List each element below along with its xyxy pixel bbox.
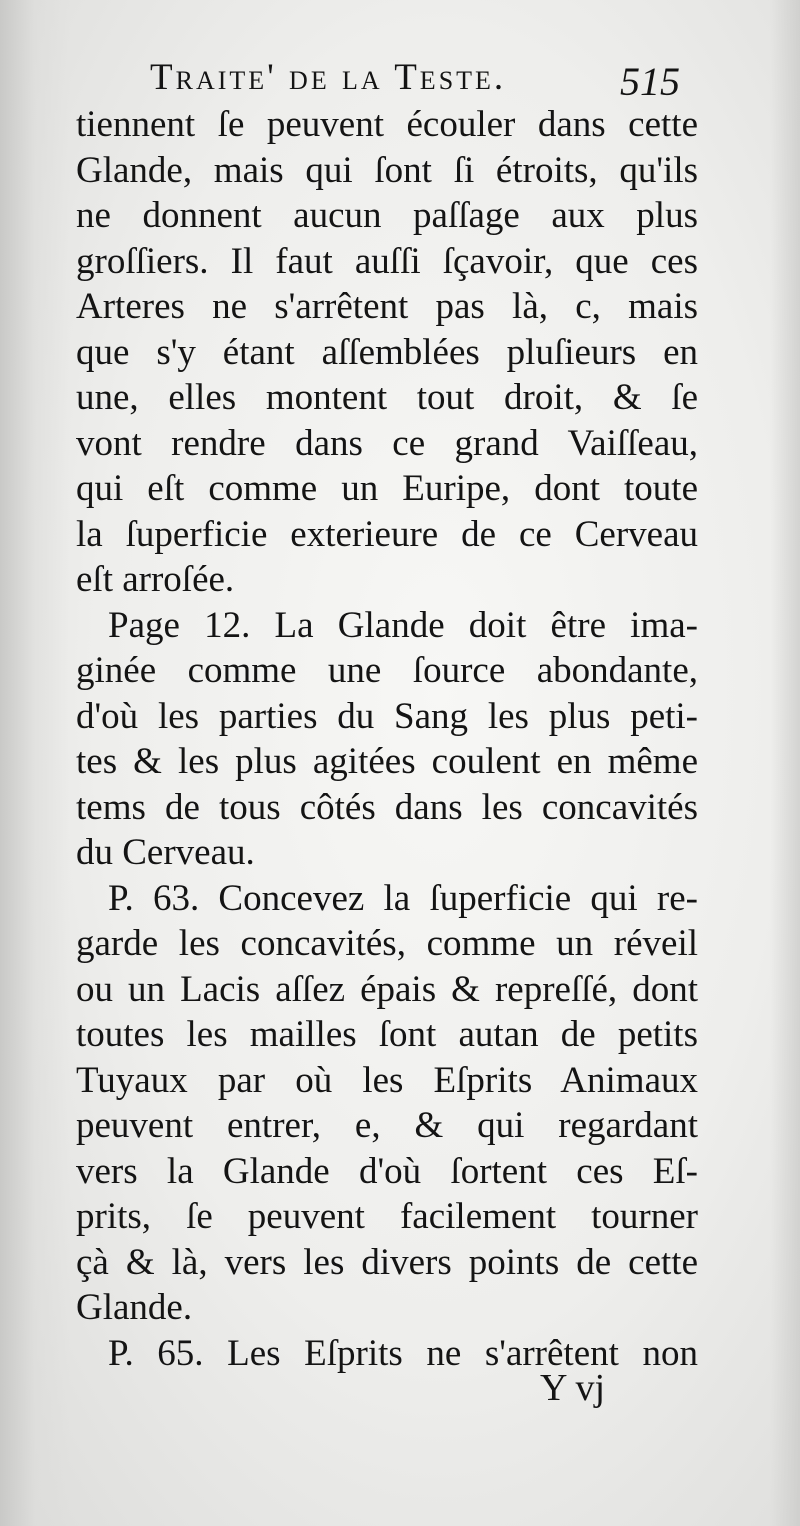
spine-shadow (0, 0, 70, 1526)
running-head (150, 52, 680, 104)
text-line: ginée comme une ſource abondante, (76, 650, 698, 691)
text-line: d'où les parties du Sang les plus peti- (76, 695, 698, 737)
text-line: qui eſt comme un Euripe, dont toute (76, 468, 698, 509)
text-line: Arteres ne s'arrêtent pas là, c, mais (76, 286, 698, 327)
text-line: Page 12. La Glande doit être ima- (108, 604, 698, 646)
text-line: Glande. (76, 1287, 193, 1328)
text-line: groſſiers. Il faut auſſi ſçavoir, que ces (76, 240, 698, 282)
text-line: vont rendre dans ce grand Vaiſſeau, (76, 422, 698, 464)
text-block (76, 102, 698, 1376)
text-line: peuvent entrer, e, & qui regardant (76, 1105, 698, 1146)
text-line: ne donnent aucun paſſage aux plus (76, 195, 698, 236)
text-line: toutes les mailles ſont autan de petits (76, 1014, 698, 1055)
text-line: garde les concavités, comme un réveil (76, 923, 698, 964)
text-line: Tuyaux par où les Eſprits Animaux (76, 1059, 698, 1101)
page-edge-shadow (770, 0, 800, 1526)
text-line: ou un Lacis aſſez épais & repreſſé, dont (76, 968, 698, 1010)
text-line: du Cerveau. (76, 832, 255, 873)
text-line: que s'y étant aſſemblées pluſieurs en (76, 331, 698, 373)
text-line: une, elles montent tout droit, & ſe (76, 377, 698, 418)
text-line: P. 65. Les Eſprits ne s'arrêtent non (108, 1332, 698, 1374)
running-title: Traite' de la Teste. (150, 57, 507, 98)
text-line: eſt arroſée. (76, 559, 235, 600)
text-line: P. 63. Concevez la ſuperficie qui re- (108, 877, 698, 919)
text-line: vers la Glande d'où ſortent ces Eſ- (76, 1150, 698, 1192)
text-line: Glande, mais qui ſont ſi étroits, qu'ils (76, 149, 698, 191)
text-line: tiennent ſe peuvent écouler dans cette (76, 104, 698, 145)
text-line: la ſuperficie exterieure de ce Cerveau (76, 513, 698, 555)
text-line: çà & là, vers les divers points de cette (76, 1241, 698, 1283)
text-line: tems de tous côtés dans les concavités (76, 786, 698, 828)
text-line: tes & les plus agitées coulent en même (76, 741, 698, 782)
text-line: prits, ſe peuvent facilement tourner (76, 1196, 698, 1237)
page-number: 515 (620, 59, 680, 104)
signature-mark: Y vj (540, 1367, 606, 1409)
